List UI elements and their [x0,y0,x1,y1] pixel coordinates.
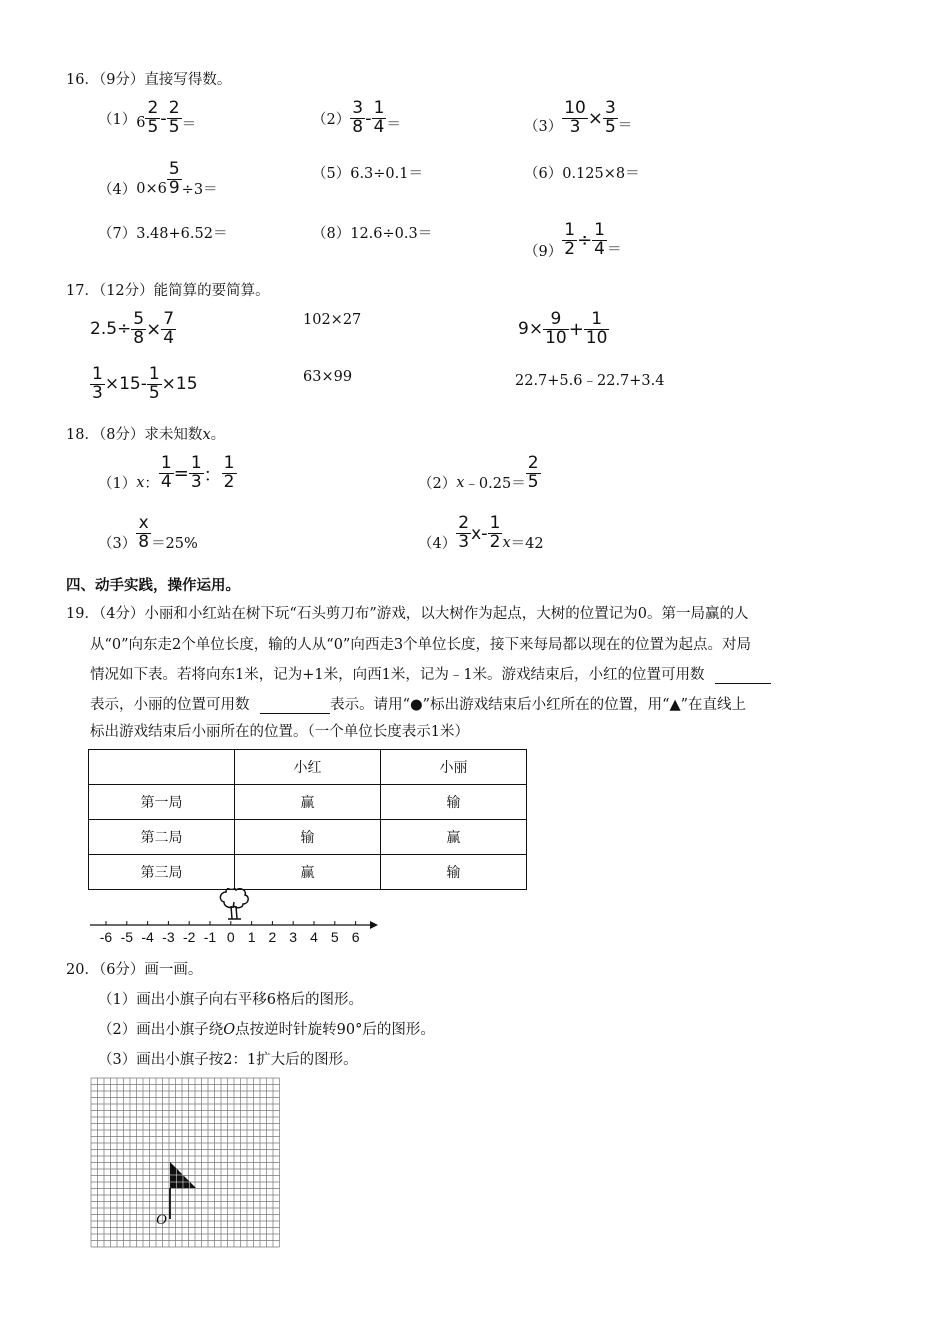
table-cell: 赢 [235,855,381,890]
tick-label: 1 [247,929,256,945]
tick-label: -3 [162,929,175,945]
fraction: $\frac{x}{8}$ [138,513,150,552]
q17-header: 17．（12分）能简算的要简算。 [66,283,270,299]
q18-item-2: （2） x ﹣0.25＝ $\frac{2}{5}$ [418,453,539,492]
fraction: $\frac{1}{3}$ [92,364,103,403]
q19-line-1: 19．（4分）小丽和小红站在树下玩“石头剪刀布”游戏，以大树作为起点，大树的位置记为0。第一局赢的人 [66,606,749,622]
table-cell: 小红 [235,750,381,785]
q18-item-1: （1） x ： $\frac{1}{4}$ = $\frac{1}{3}$ ： $\frac{1}{2}$ [98,453,235,492]
tick-label: 5 [330,929,339,945]
q17-expr-1: 2.5÷ $\frac{5}{8}$ × $\frac{7}{4}$ [90,309,175,348]
q18-header: 18．（8分）求未知数x。 [66,427,226,443]
table-cell: 第一局 [89,785,235,820]
fraction: $\frac{3}{8}$ [352,98,364,137]
tick-label: 2 [268,929,277,945]
fraction: $\frac{3}{5}$ [604,98,616,137]
answer-blank-xiaoli[interactable] [260,697,330,714]
tick-label: -2 [182,929,196,945]
q17-expr-5: 63×99 [303,369,353,385]
table-row [89,820,527,855]
q17-expr-2: 102×27 [303,312,362,328]
q16-item-4: （4） 0×6 $\frac{5}{9}$ ÷3＝ [98,159,218,198]
q16-item-6: （6）0.125×8＝ [524,166,640,182]
fraction: $\frac{7}{4}$ [163,309,175,348]
fraction: $\frac{1}{2}$ [564,220,576,259]
table-cell [89,750,235,785]
table-row [89,855,527,890]
q20-header: 20．（6分）画一画。 [66,962,203,978]
drawing-grid[interactable] [88,1076,282,1252]
q17-expr-6: 22.7+5.6﹣22.7+3.4 [515,373,665,389]
whole-part: 6 [136,115,146,132]
q18-item-4: （4） $\frac{2}{3}$ x - $\frac{1}{2}$ x ＝42 [418,513,544,552]
tick-label: 4 [310,929,318,945]
tick-label: 6 [351,929,360,945]
q16-item-9: （9） $\frac{1}{2}$ ÷ $\frac{1}{4}$ ＝ [524,220,622,260]
table-row [89,785,527,820]
tick-label: -4 [141,929,154,945]
table-cell: 赢 [381,820,527,855]
q16-header: 16．（9分）直接写得数。 [66,72,232,88]
fraction: $\frac{1}{10}$ [585,309,608,348]
tick-label: 3 [289,929,298,945]
fraction: $\frac{1}{2}$ [223,453,235,492]
tick-label: 0 [226,929,235,945]
fraction: $\frac{10}{3}$ [564,98,586,137]
q19-line-2: 从“0”向东走2个单位长度，输的人从“0”向西走3个单位长度，接下来每局都以现在的位置为起点。对局 [90,637,752,653]
tree-icon [220,888,248,919]
fraction: $\frac{2}{3}$ [458,513,470,552]
table-cell: 输 [235,820,381,855]
table-cell: 小丽 [381,750,527,785]
result-table [88,749,527,890]
fraction: $\frac{2}{5}$ [168,98,180,137]
fraction: $\frac{1}{2}$ [489,513,501,552]
table-row [89,750,527,785]
q20-step-2: （2）画出小旗子绕O点按逆时针旋转90°后的图形。 [98,1022,435,1038]
table-cell: 第二局 [89,820,235,855]
origin-label: O [156,1212,167,1228]
table-cell: 输 [381,785,527,820]
fraction: $\frac{2}{5}$ [147,98,159,137]
q19-line-3: 情况如下表。若将向东1米，记为+1米，向西1米，记为﹣1米。游戏结束后，小红的位置可用数 [90,663,771,684]
fraction: $\frac{1}{3}$ [190,453,202,492]
tick-label: -6 [99,929,113,945]
q20-step-3: （3）画出小旗子按2：1扩大后的图形。 [98,1052,358,1068]
q16-item-1: （1） 6 $\frac{2}{5}$ - $\frac{2}{5}$ ＝ [98,98,197,137]
table-cell: 赢 [235,785,381,820]
q16-item-2: （2） $\frac{3}{8}$ - $\frac{1}{4}$ ＝ [312,98,401,137]
q20-step-1: （1）画出小旗子向右平移6格后的图形。 [98,992,363,1008]
q17-expr-3: 9× $\frac{9}{10}$ + $\frac{1}{10}$ [518,309,608,348]
tick-label: -5 [120,929,134,945]
fraction: $\frac{1}{4}$ [160,453,172,492]
fraction: $\frac{1}{4}$ [373,98,385,137]
section-title: 四、动手实践，操作运用。 [66,578,240,594]
answer-blank-xiaohong[interactable] [715,667,771,684]
arrow-head [370,921,378,929]
q16-item-8: （8）12.6÷0.3＝ [312,226,433,242]
fraction: $\frac{1}{5}$ [148,364,160,403]
number-line[interactable] [86,888,386,948]
q16-item-7: （7）3.48+6.52＝ [98,226,228,242]
q16-item-3: （3） $\frac{10}{3}$ × $\frac{3}{5}$ ＝ [524,98,633,137]
fraction: $\frac{5}{9}$ [168,159,180,198]
flag-icon [170,1162,196,1219]
fraction: $\frac{2}{5}$ [527,453,539,492]
fraction: $\frac{1}{4}$ [594,220,605,259]
fraction: $\frac{9}{10}$ [545,309,567,348]
table-cell: 输 [381,855,527,890]
q18-item-3: （3） $\frac{x}{8}$ ＝25% [98,513,198,552]
q16-item-5: （5）6.3÷0.1＝ [312,166,423,182]
q19-line-4: 表示，小丽的位置可用数 表示。请用“●”标出游戏结束后小红所在的位置，用“▲”在直线上 [90,697,747,713]
tick-label: -1 [203,929,217,945]
fraction: $\frac{5}{8}$ [133,309,145,348]
q17-expr-4: $\frac{1}{3}$ ×15- $\frac{1}{5}$ ×15 [92,364,198,403]
q19-line-5: 标出游戏结束后小丽所在的位置。（一个单位长度表示1米） [90,724,469,740]
table-cell: 第三局 [89,855,235,890]
